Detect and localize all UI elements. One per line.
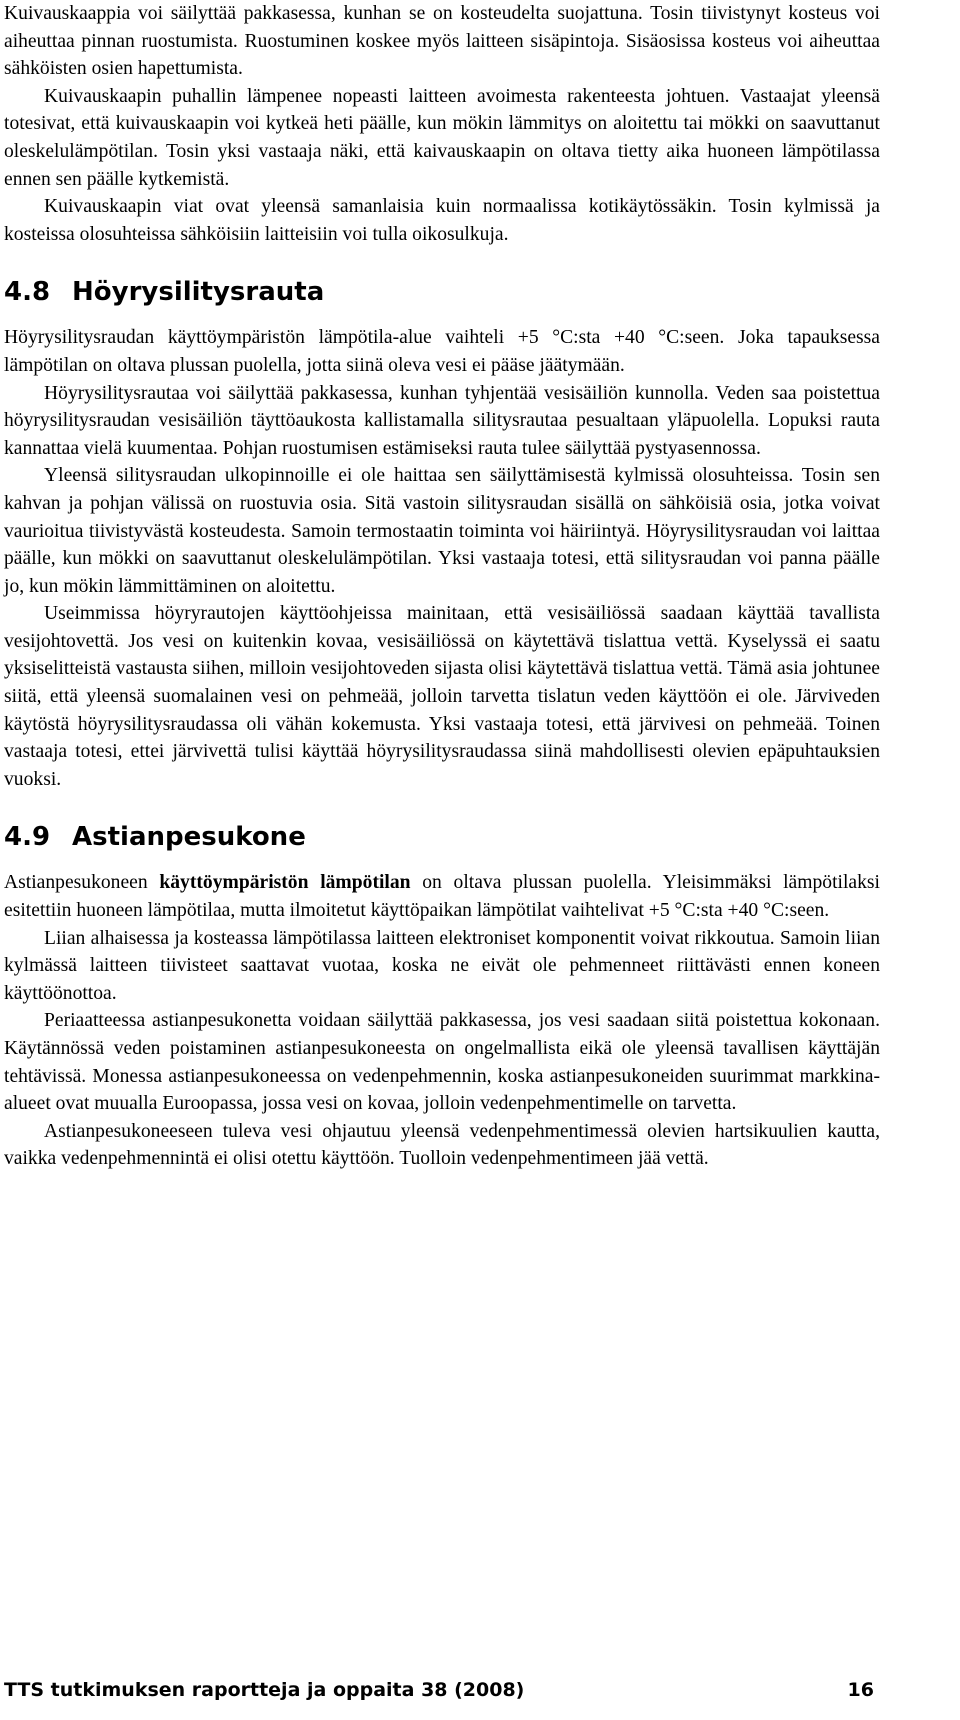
- paragraph: Useimmissa höyryrautojen käyttöohjeissa mainitaan, että vesisäiliössä saadaan käyttää tavallista vesijohtovettä. Jos vesi on kuitenkin kovaa, vesisäiliössä on käytettävä tislattua vettä. Kyselyssä ei saatu yksiselitteistä vastausta siihen, milloin vesijohtoveden sijasta olisi käytettävä tislattua vettä. Tämä asia johtunee siitä, että yleensä suomalainen vesi on pehmeää, jolloin tarvetta tislatun veden käyttöön ei ole. Järviveden käytöstä höyrysilitysraudassa oli vähän kokemusta. Yksi vastaaja totesi, että järvivesi on pehmeää. Toinen vastaaja totesi, ettei järvivettä tulisi käyttää höyrysilitysraudassa siinä mahdollisesti olevien epäpuhtauksien vuoksi.: [4, 603, 880, 790]
- page-content: [4, 0, 880, 1173]
- paragraph: Kuivauskaapin viat ovat yleensä samanlaisia kuin normaalissa kotikäytössäkin. Tosin kylmissä ja kosteissa olosuhteissa sähköisiin laitteisiin voi tulla oikosulkuja.: [4, 196, 880, 245]
- section-heading-4-9: [4, 821, 880, 853]
- section-title: Höyrysilitysrauta: [72, 277, 325, 308]
- page-footer: [4, 1678, 874, 1702]
- paragraph: [4, 869, 880, 924]
- section-title: Astianpesukone: [72, 822, 306, 853]
- page-number: 16: [847, 1679, 874, 1701]
- paragraph: Liian alhaisessa ja kosteassa lämpötilassa laitteen elektroniset komponentit voivat rikkoutua. Samoin liian kylmässä laitteen tiivisteet saattavat vuotaa, koska ne eivät ole pehmenneet riittävästi ennen koneen käyttöönottoa.: [4, 927, 880, 1004]
- paragraph: Höyrysilitysraudan käyttöympäristön lämpötila-alue vaihteli +5 °C:sta +40 °C:seen. Joka tapauksessa lämpötilan on oltava plussan puolella, jotta siinä oleva vesi ei pääse jäätymään.: [4, 327, 880, 376]
- paragraph: Kuivauskaapin puhallin lämpenee nopeasti laitteen avoimesta rakenteesta johtuen. Vastaajat yleensä totesivat, että kuivauskaapin voi kytkeä heti päälle, kun mökin lämmitys on aloitettu tai mökki on saavuttanut oleskelulämpötilan. Tosin yksi vastaaja näki, että kaivauskaapin on oltava tietty aika huoneen lämpötilassa ennen sen päälle kytkemistä.: [4, 85, 880, 190]
- section-heading-4-8: [4, 276, 880, 308]
- paragraph: Periaatteessa astianpesukonetta voidaan säilyttää pakkasessa, jos vesi saadaan siitä poistettua kokonaan. Käytännössä veden poistaminen astianpesukoneesta on ongelmallista eikä ole yleensä tavallisen käyttäjän tehtävissä. Monessa astianpesukoneessa on vedenpehmennin, koska astianpesukoneiden suurimmat markkina-alueet ovat muualla Euroopassa, jossa vesi on kovaa, jolloin vedenpehmentimelle on tarvetta.: [4, 1010, 880, 1115]
- section-number: 4.8: [4, 277, 51, 308]
- bold-term: käyttöympäristön lämpötilan: [159, 872, 411, 894]
- paragraph-text: on oltava plussan puolella. Yleisimmäksi lämpötilaksi esitettiin huoneen lämpötilaa, mutta ilmoitetut käyttöpaikan lämpötilat vaihtelivat +5 °C:sta +40 °C:seen.: [4, 872, 880, 922]
- paragraph: Astianpesukoneeseen tuleva vesi ohjautuu yleensä vedenpehmentimessä olevien hartsikuulien kautta, vaikka vedenpehmennintä ei olisi otettu käyttöön. Tuolloin vedenpehmentimeen jää vettä.: [4, 1120, 880, 1170]
- paragraph: Yleensä silitysraudan ulkopinnoille ei ole haittaa sen säilyttämisestä kylmissä olosuhteissa. Tosin sen kahvan ja pohjan välissä on ruostuvia osia. Sitä vastoin silitysraudan sisällä on sähköisiä osia, jotka voivat vaurioitua tiivistyvästä kosteudesta. Samoin termostaatin toiminta voi häiriintyä. Höyrysilitysraudan voi laittaa päälle, kun mökki on saavuttanut oleskelulämpötilan. Yksi vastaaja totesi, että silitysraudan voi panna päälle jo, kun mökin lämmittäminen on aloitettu.: [4, 465, 880, 597]
- section-number: 4.9: [4, 822, 51, 853]
- paragraph: Höyrysilitysrautaa voi säilyttää pakkasessa, kunhan tyhjentää vesisäiliön kunnolla. Veden saa poistettua höyrysilitysraudan vesisäiliön täyttöaukosta kallistamalla silitysrautaa pesualtaan yläpuolella. Lopuksi rauta kannattaa vielä kuumentaa. Pohjan ruostumisen estämiseksi rauta tulee säilyttää pystyasennossa.: [4, 382, 880, 459]
- paragraph: Kuivauskaappia voi säilyttää pakkasessa, kunhan se on kosteudelta suojattuna. Tosin tiivistynyt kosteus voi aiheuttaa pinnan ruostumista. Ruostuminen koskee myös laitteen sisäpintoja. Sisäosissa kosteus voi aiheuttaa sähköisten osien hapettumista.: [4, 3, 880, 80]
- publication-title: TTS tutkimuksen raportteja ja oppaita 38 (2008): [4, 1679, 525, 1701]
- paragraph-text: Astianpesukoneen: [4, 872, 160, 894]
